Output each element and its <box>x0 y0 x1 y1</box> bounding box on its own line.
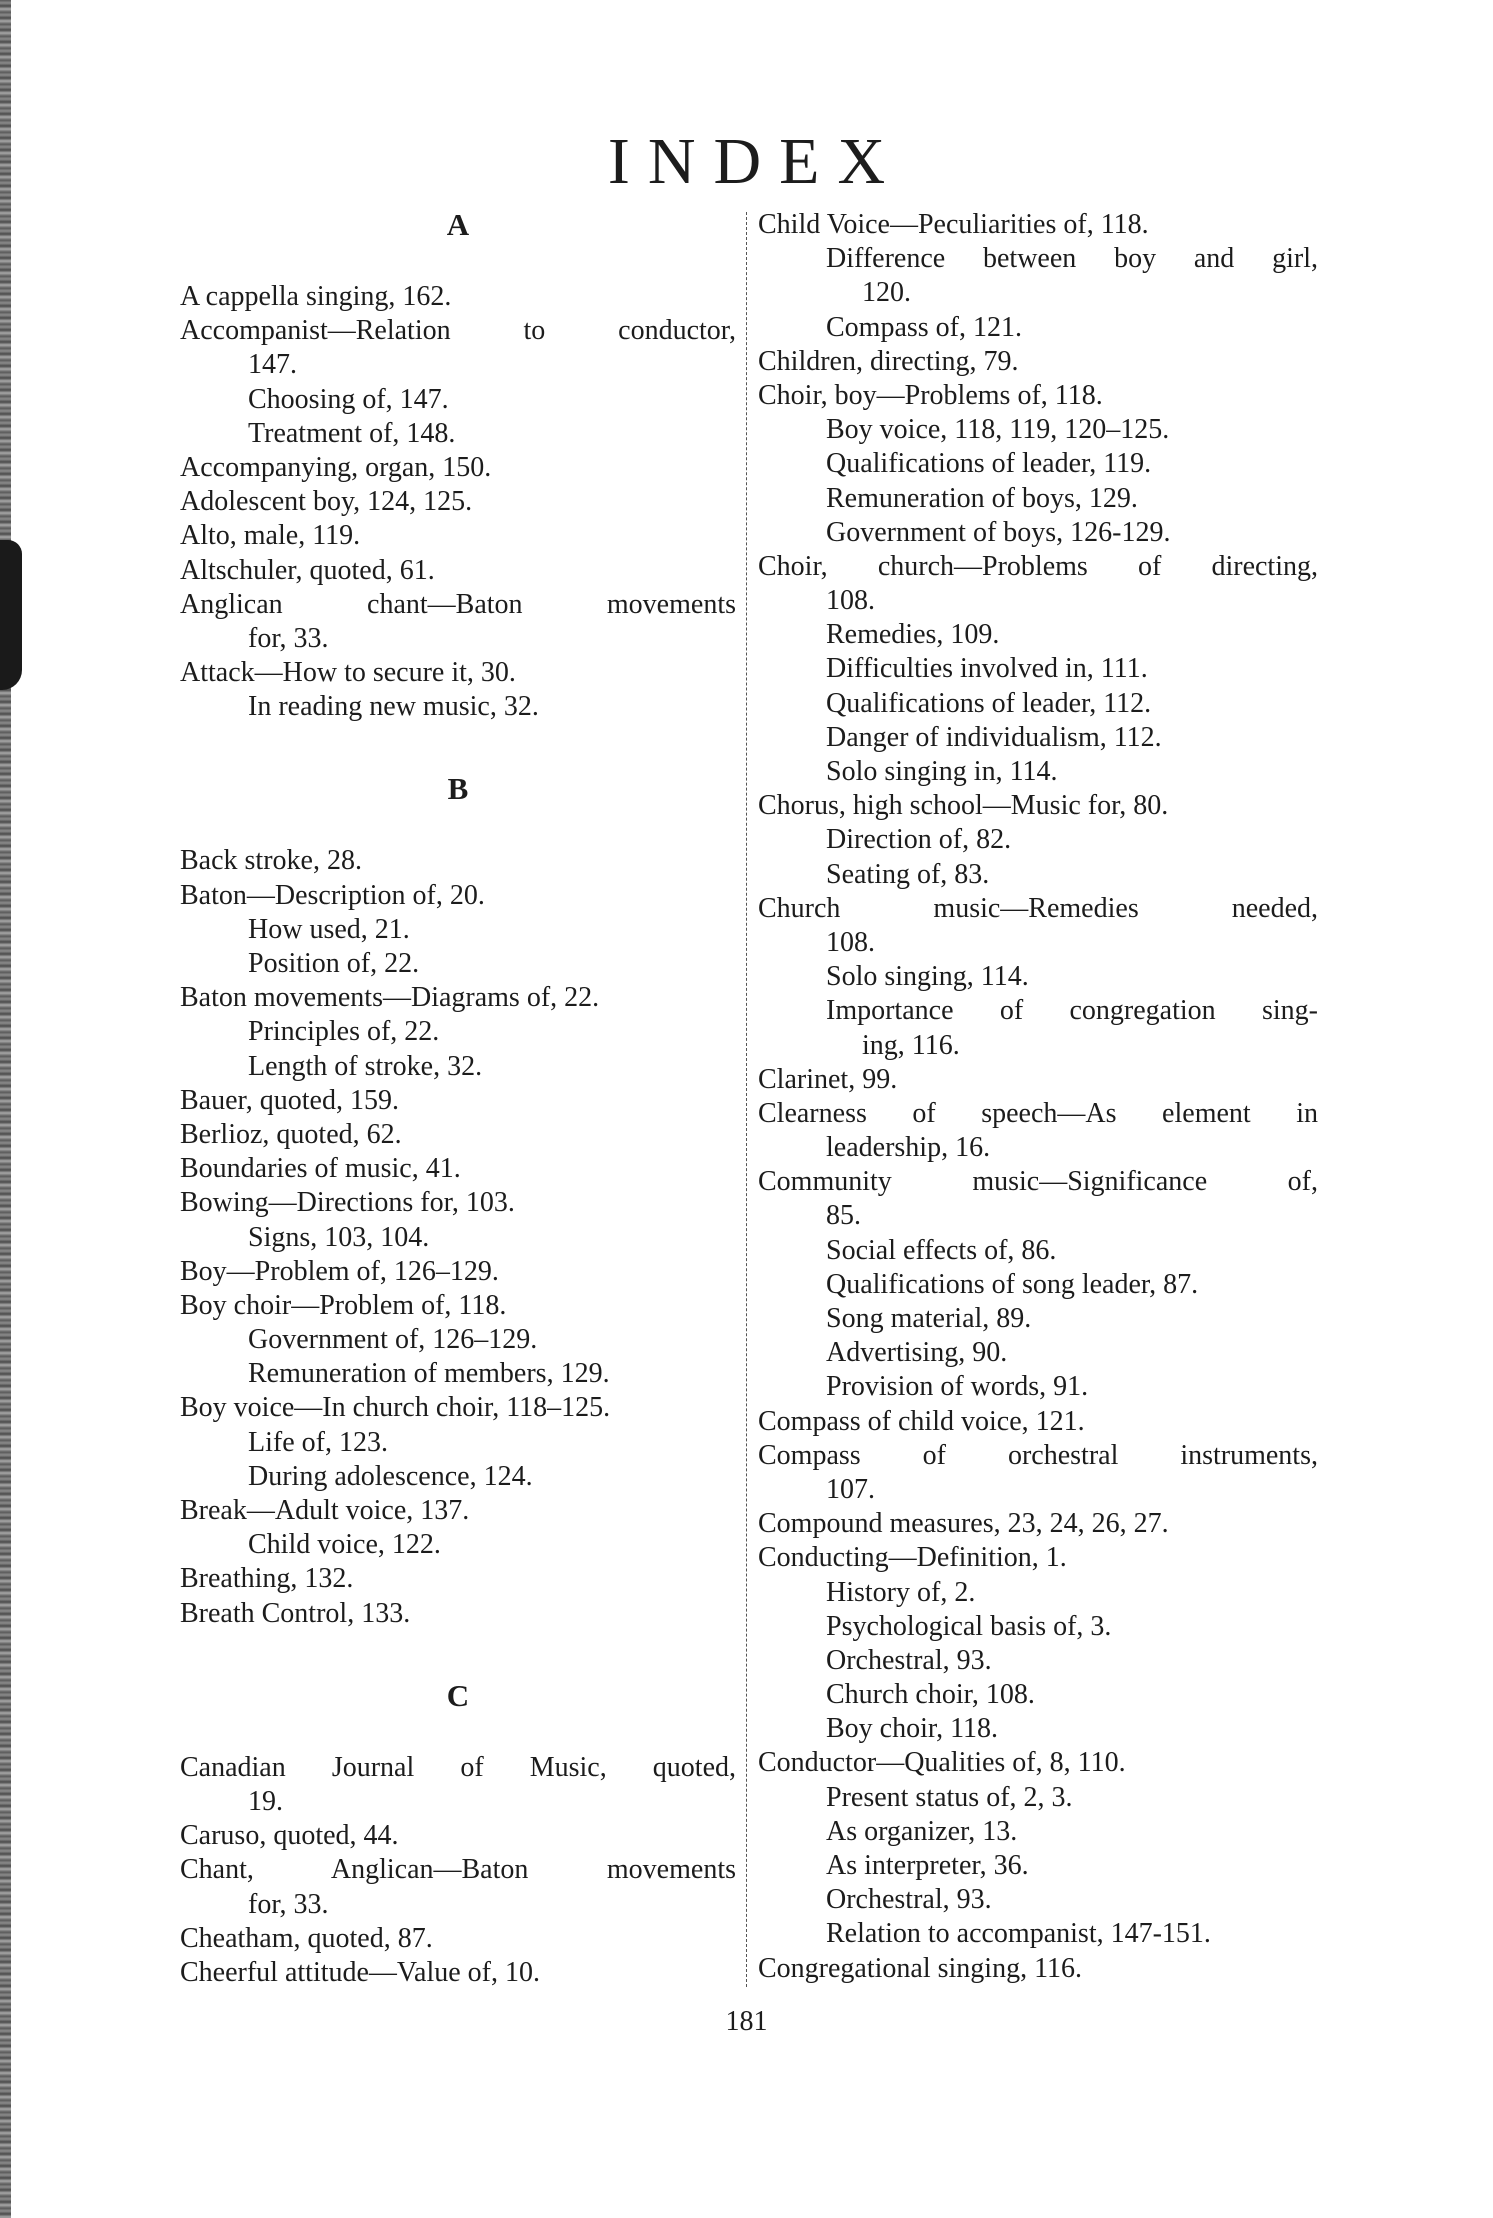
index-subentry: How used, 21. <box>248 913 410 945</box>
index-subentry: Church choir, 108. <box>826 1679 1035 1711</box>
index-entry-continuation: 108. <box>826 926 875 958</box>
page-number: 181 <box>725 2006 768 2037</box>
index-subentry: Qualifications of song leader, 87. <box>826 1268 1199 1300</box>
index-subentry: Compass of, 121. <box>826 311 1022 343</box>
index-subentry: Child voice, 122. <box>248 1529 441 1561</box>
index-subentry: Life of, 123. <box>248 1426 388 1458</box>
index-subentry: Signs, 103, 104. <box>248 1221 430 1253</box>
index-right-column <box>758 208 1318 1986</box>
index-entry: Breath Control, 133. <box>180 1597 411 1629</box>
index-subentry: Seating of, 83. <box>826 858 990 890</box>
scan-edge-shadow <box>0 0 11 2218</box>
index-entry: Compound measures, 23, 24, 26, 27. <box>758 1508 1169 1540</box>
index-subentry: History of, 2. <box>826 1576 976 1608</box>
index-entry-continuation: ing, 116. <box>862 1029 960 1061</box>
index-subentry: Relation to accompanist, 147-151. <box>826 1918 1211 1950</box>
index-subentry: As interpreter, 36. <box>826 1850 1029 1881</box>
index-entry: Clarinet, 99. <box>758 1063 898 1095</box>
index-entry: Compass of child voice, 121. <box>758 1405 1085 1437</box>
index-entry: Adolescent boy, 124, 125. <box>180 486 473 518</box>
index-subentry: Importance of congregation sing- <box>826 995 1318 1027</box>
index-entry: Boy choir—Problem of, 118. <box>180 1289 507 1321</box>
index-subentry: Treatment of, 148. <box>248 417 456 449</box>
index-entry: Cheatham, quoted, 87. <box>180 1922 433 1954</box>
index-entry: Altschuler, quoted, 61. <box>180 554 435 586</box>
index-entry-continuation: 85. <box>826 1200 861 1232</box>
index-entry-continuation: for, 33. <box>248 622 329 654</box>
index-entry: Bowing—Directions for, 103. <box>180 1187 515 1219</box>
index-subentry: During adolescence, 124. <box>248 1460 533 1492</box>
index-entry-continuation: 19. <box>248 1785 283 1817</box>
index-entry-continuation: 147. <box>248 349 297 381</box>
index-entry: Compass of orchestral instruments, <box>758 1439 1318 1471</box>
index-entry: Conducting—Definition, 1. <box>758 1542 1067 1574</box>
index-subentry: Advertising, 90. <box>826 1337 1008 1369</box>
index-entry: Accompanying, organ, 150. <box>180 451 492 483</box>
index-subentry: Difference between boy and girl, <box>826 243 1318 275</box>
index-subentry: Choosing of, 147. <box>248 383 449 415</box>
index-subentry: Social effects of, 86. <box>826 1234 1057 1266</box>
index-entry-continuation: for, 33. <box>248 1888 329 1920</box>
index-entry: Boy—Problem of, 126–129. <box>180 1255 499 1287</box>
scan-binding-mark <box>0 540 22 690</box>
index-entry: Caruso, quoted, 44. <box>180 1820 399 1852</box>
index-entry: Cheerful attitude—Value of, 10. <box>180 1956 541 1988</box>
index-entry: Canadian Journal of Music, quoted, <box>180 1751 736 1783</box>
index-subentry: Direction of, 82. <box>826 824 1012 856</box>
index-subentry: Government of, 126–129. <box>248 1324 538 1356</box>
index-entry: Breathing, 132. <box>180 1563 354 1595</box>
index-entry: Break—Adult voice, 137. <box>180 1495 470 1526</box>
index-subentry: Orchestral, 93. <box>826 1884 992 1916</box>
index-entry: Anglican chant—Baton movements <box>180 588 736 620</box>
index-entry: Child Voice—Peculiarities of, 118. <box>758 209 1149 240</box>
index-subentry: Government of boys, 126-129. <box>826 516 1171 548</box>
index-entry: A cappella singing, 162. <box>180 281 452 312</box>
index-entry: Congregational singing, 116. <box>758 1952 1083 1984</box>
index-entry: Community music—Significance of, <box>758 1166 1318 1198</box>
index-subentry: Psychological basis of, 3. <box>826 1610 1112 1642</box>
index-entry: Baton—Description of, 20. <box>180 879 485 911</box>
index-subentry: Qualifications of leader, 112. <box>826 687 1152 719</box>
index-subentry: As organizer, 13. <box>826 1815 1018 1847</box>
index-entry-continuation: 120. <box>862 277 911 309</box>
page-title: INDEX <box>607 125 904 199</box>
index-subentry: Solo singing, 114. <box>826 961 1029 993</box>
section-letter-b: B <box>447 771 469 807</box>
index-subentry: Difficulties involved in, 111. <box>826 653 1148 685</box>
index-entry-continuation: leadership, 16. <box>826 1132 991 1164</box>
index-entry: Accompanist—Relation to conductor, <box>180 315 736 347</box>
index-subentry: In reading new music, 32. <box>248 691 539 723</box>
index-entry-continuation: 107. <box>826 1473 875 1505</box>
index-entry: Bauer, quoted, 159. <box>180 1084 399 1116</box>
index-entry: Choir, boy—Problems of, 118. <box>758 379 1103 411</box>
section-letter-c: C <box>446 1677 470 1713</box>
index-entry: Alto, male, 119. <box>180 520 361 552</box>
index-entry: Back stroke, 28. <box>180 845 362 877</box>
index-left-column <box>180 208 736 1990</box>
index-entry: Boy voice—In church choir, 118–125. <box>180 1392 611 1424</box>
section-letter-a: A <box>446 207 470 242</box>
index-subentry: Principles of, 22. <box>248 1016 440 1048</box>
index-subentry: Remuneration of members, 129. <box>248 1358 610 1390</box>
index-subentry: Orchestral, 93. <box>826 1644 992 1676</box>
index-entry: Church music—Remedies needed, <box>758 892 1318 924</box>
index-subentry: Position of, 22. <box>248 948 420 979</box>
index-entry: Attack—How to secure it, 30. <box>180 657 516 689</box>
index-subentry: Song material, 89. <box>826 1303 1032 1334</box>
index-entry: Choir, church—Problems of directing, <box>758 550 1318 582</box>
index-subentry: Solo singing in, 114. <box>826 756 1058 787</box>
index-entry-continuation: 108. <box>826 585 875 617</box>
index-subentry: Remuneration of boys, 129. <box>826 482 1138 514</box>
index-subentry: Present status of, 2, 3. <box>826 1781 1073 1813</box>
index-entry: Conductor—Qualities of, 8, 110. <box>758 1747 1126 1779</box>
index-subentry: Qualifications of leader, 119. <box>826 448 1152 480</box>
index-subentry: Boy choir, 118. <box>826 1713 999 1745</box>
index-entry: Chorus, high school—Music for, 80. <box>758 790 1169 822</box>
index-entry: Chant, Anglican—Baton movements <box>180 1854 736 1886</box>
index-entry: Baton movements—Diagrams of, 22. <box>180 982 600 1014</box>
index-subentry: Remedies, 109. <box>826 619 1000 651</box>
index-subentry: Length of stroke, 32. <box>248 1050 483 1082</box>
index-entry: Berlioz, quoted, 62. <box>180 1118 402 1150</box>
index-entry: Children, directing, 79. <box>758 345 1019 377</box>
column-divider <box>746 212 747 1987</box>
index-entry: Clearness of speech—As element in <box>758 1097 1318 1129</box>
index-subentry: Boy voice, 118, 119, 120–125. <box>826 414 1170 446</box>
index-subentry: Danger of individualism, 112. <box>826 721 1162 753</box>
index-entry: Boundaries of music, 41. <box>180 1153 461 1185</box>
index-subentry: Provision of words, 91. <box>826 1371 1089 1403</box>
